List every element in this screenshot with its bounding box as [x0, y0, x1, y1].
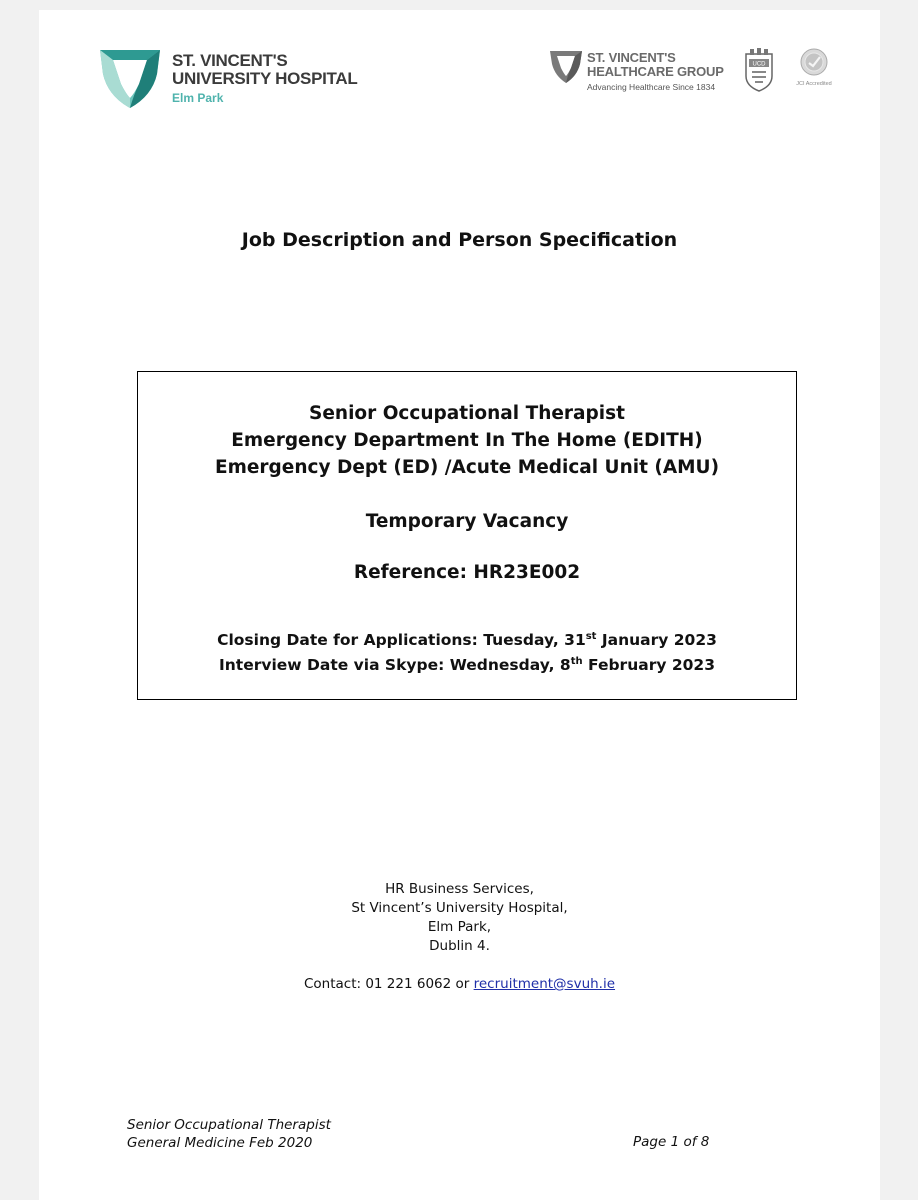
address-line: Elm Park, [427, 919, 492, 935]
hospital-shield-icon [97, 44, 163, 110]
address-line: St Vincent’s University Hospital, [351, 900, 568, 916]
group-logo-tagline: Advancing Healthcare Since 1834 [587, 82, 716, 92]
hospital-logo-line1: ST. VINCENT'S [172, 51, 288, 70]
role-title-line: Emergency Department In The Home (EDITH) [231, 430, 703, 451]
address-line: HR Business Services, [385, 881, 534, 897]
hr-address [39, 880, 880, 956]
group-logo-text [587, 51, 724, 94]
contact-line [39, 976, 880, 992]
contact-phone: Contact: 01 221 6062 or [303, 976, 474, 992]
document-title: Job Description and Person Specification [241, 229, 678, 251]
interview-date: Interview Date via Skype: Wednesday, 8th February 2023 [219, 656, 715, 674]
hospital-logo-line2: UNIVERSITY HOSPITAL [172, 69, 358, 88]
group-logo-line1: ST. VINCENT'S [587, 50, 676, 65]
hospital-logo [97, 44, 387, 114]
hospital-logo-text [172, 52, 357, 107]
vacancy-type: Temporary Vacancy [365, 511, 569, 532]
ucd-crest-label: UCD [752, 61, 766, 68]
job-summary-box [137, 371, 797, 700]
ucd-crest-icon [744, 48, 774, 92]
closing-date: Closing Date for Applications: Tuesday, 31st January 2023 [217, 631, 717, 649]
address-line: Dublin 4. [429, 938, 490, 954]
jci-seal-icon [800, 48, 828, 76]
page-number: Page 1 of 8 [633, 1134, 710, 1150]
role-title [138, 400, 796, 481]
footer-left [127, 1116, 331, 1152]
reference-number: Reference: HR23E002 [353, 562, 581, 583]
document-page [39, 10, 880, 1200]
group-shield-icon [549, 48, 583, 84]
role-title-line: Emergency Dept (ED) /Acute Medical Unit (AMU) [214, 457, 720, 478]
group-logo-line2: HEALTHCARE GROUP [587, 64, 724, 79]
jci-seal [796, 48, 832, 88]
healthcare-group-logo [549, 48, 729, 98]
key-dates [138, 628, 796, 678]
contact-email-link[interactable]: recruitment@svuh.ie [473, 976, 616, 992]
footer-role: Senior Occupational Therapist [127, 1117, 331, 1133]
role-title-line: Senior Occupational Therapist [309, 403, 625, 424]
jci-label: JCI Accredited [796, 81, 832, 87]
footer-dept-date: General Medicine Feb 2020 [127, 1135, 313, 1151]
hospital-logo-line3: Elm Park [172, 91, 224, 105]
